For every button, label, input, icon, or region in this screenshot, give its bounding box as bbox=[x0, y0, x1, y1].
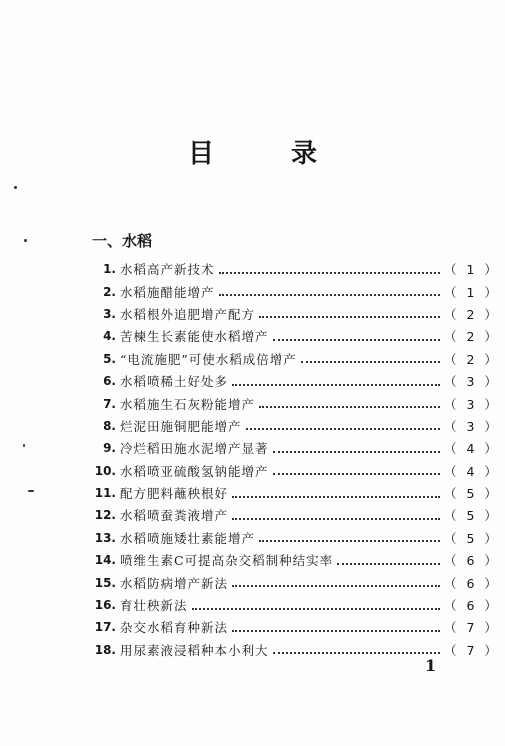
entry-page: （ 3 ） bbox=[444, 418, 500, 434]
entry-number: 15. bbox=[94, 575, 116, 590]
toc-entry bbox=[84, 280, 500, 302]
dot-leader bbox=[273, 450, 440, 453]
dot-leader bbox=[232, 495, 440, 498]
entry-page: （ 5 ） bbox=[444, 530, 500, 546]
toc-entry bbox=[84, 392, 500, 414]
scan-speck bbox=[28, 490, 34, 492]
entry-page: （ 2 ） bbox=[444, 329, 500, 345]
dot-leader bbox=[259, 315, 440, 318]
entry-page: （ 3 ） bbox=[444, 396, 500, 412]
entry-title: 水稻喷稀土好处多 bbox=[120, 374, 229, 390]
entry-title: 水稻根外追肥增产配方 bbox=[120, 306, 256, 322]
dot-leader bbox=[301, 360, 440, 363]
dot-leader bbox=[273, 651, 440, 654]
dot-leader bbox=[337, 562, 440, 565]
entry-number: 17. bbox=[94, 620, 116, 635]
dot-leader bbox=[219, 271, 440, 274]
scan-speck bbox=[14, 186, 17, 189]
entry-title: 水稻施生石灰粉能增产 bbox=[120, 396, 256, 412]
entry-number: 16. bbox=[94, 598, 116, 613]
dot-leader bbox=[232, 517, 440, 520]
section-heading: 一、水稻 bbox=[92, 232, 153, 250]
entry-page: （ 7 ） bbox=[444, 642, 500, 658]
entry-title: “电流施肥”可使水稻成倍增产 bbox=[120, 351, 297, 367]
entry-page: （ 4 ） bbox=[444, 463, 500, 479]
entry-page: （ 6 ） bbox=[444, 553, 500, 569]
toc-entry bbox=[84, 303, 500, 325]
toc-entry bbox=[84, 258, 500, 280]
entry-title: 水稻高产新技术 bbox=[120, 262, 215, 278]
toc-entry bbox=[84, 504, 500, 526]
entry-page: （ 2 ） bbox=[444, 306, 500, 322]
entry-number: 3. bbox=[103, 306, 116, 321]
entry-title: 水稻防病增产新法 bbox=[120, 575, 229, 591]
dot-leader bbox=[259, 405, 440, 408]
entry-title: 水稻喷蚕粪液增产 bbox=[120, 508, 229, 524]
entry-title: 水稻施醋能增产 bbox=[120, 284, 215, 300]
entry-page: （ 3 ） bbox=[444, 374, 500, 390]
dot-leader bbox=[232, 383, 440, 386]
dot-leader bbox=[273, 338, 440, 341]
entry-number: 7. bbox=[103, 396, 116, 411]
dot-leader bbox=[232, 629, 440, 632]
toc-entry bbox=[84, 415, 500, 437]
entry-number: 11. bbox=[94, 486, 116, 501]
entry-title: 育壮秧新法 bbox=[120, 598, 188, 614]
entry-title: 用尿素液浸稻种本小利大 bbox=[120, 642, 269, 658]
toc-entry bbox=[84, 616, 500, 638]
entry-number: 6. bbox=[103, 374, 116, 389]
dot-leader bbox=[219, 293, 440, 296]
entry-number: 4. bbox=[103, 329, 116, 344]
toc-entry bbox=[84, 527, 500, 549]
entry-page: （ 1 ） bbox=[444, 262, 500, 278]
toc-entry bbox=[84, 460, 500, 482]
entry-number: 13. bbox=[94, 530, 116, 545]
table-of-contents bbox=[84, 258, 500, 661]
toc-entry bbox=[84, 348, 500, 370]
entry-page: （ 6 ） bbox=[444, 575, 500, 591]
page-number: 1 bbox=[425, 656, 437, 675]
dot-leader bbox=[259, 539, 440, 542]
entry-number: 12. bbox=[94, 508, 116, 523]
dot-leader bbox=[273, 472, 440, 475]
entry-page: （ 5 ） bbox=[444, 486, 500, 502]
entry-title: 杂交水稻育种新法 bbox=[120, 620, 229, 636]
scan-speck bbox=[23, 444, 25, 447]
toc-entry bbox=[84, 639, 500, 661]
entry-number: 2. bbox=[103, 284, 116, 299]
entry-title: 水稻喷亚硫酸氢钠能增产 bbox=[120, 463, 269, 479]
entry-number: 8. bbox=[103, 418, 116, 433]
entry-title: 烂泥田施铜肥能增产 bbox=[120, 418, 242, 434]
entry-page: （ 1 ） bbox=[444, 284, 500, 300]
entry-page: （ 4 ） bbox=[444, 441, 500, 457]
page-title: 目 录 bbox=[187, 139, 352, 169]
dot-leader bbox=[246, 427, 440, 430]
dot-leader bbox=[192, 607, 440, 610]
dot-leader bbox=[232, 584, 440, 587]
toc-entry bbox=[84, 594, 500, 616]
entry-page: （ 5 ） bbox=[444, 508, 500, 524]
entry-number: 14. bbox=[94, 553, 116, 568]
entry-page: （ 2 ） bbox=[444, 351, 500, 367]
toc-entry bbox=[84, 571, 500, 593]
toc-entry bbox=[84, 370, 500, 392]
entry-page: （ 6 ） bbox=[444, 598, 500, 614]
toc-entry bbox=[84, 549, 500, 571]
entry-title: 冷烂稻田施水泥增产显著 bbox=[120, 441, 269, 457]
entry-number: 9. bbox=[103, 441, 116, 456]
entry-title: 苦楝生长素能使水稻增产 bbox=[120, 329, 269, 345]
entry-title: 水稻喷施矮壮素能增产 bbox=[120, 530, 256, 546]
entry-number: 5. bbox=[103, 351, 116, 366]
entry-number: 18. bbox=[94, 642, 116, 657]
entry-number: 1. bbox=[103, 262, 116, 277]
entry-title: 喷维生素C可提高杂交稻制种结实率 bbox=[120, 553, 334, 569]
entry-number: 10. bbox=[94, 463, 116, 478]
toc-entry bbox=[84, 482, 500, 504]
scan-speck bbox=[24, 239, 27, 242]
entry-page: （ 7 ） bbox=[444, 620, 500, 636]
toc-entry bbox=[84, 325, 500, 347]
entry-title: 配方肥料蘸秧根好 bbox=[120, 486, 229, 502]
toc-entry bbox=[84, 437, 500, 459]
